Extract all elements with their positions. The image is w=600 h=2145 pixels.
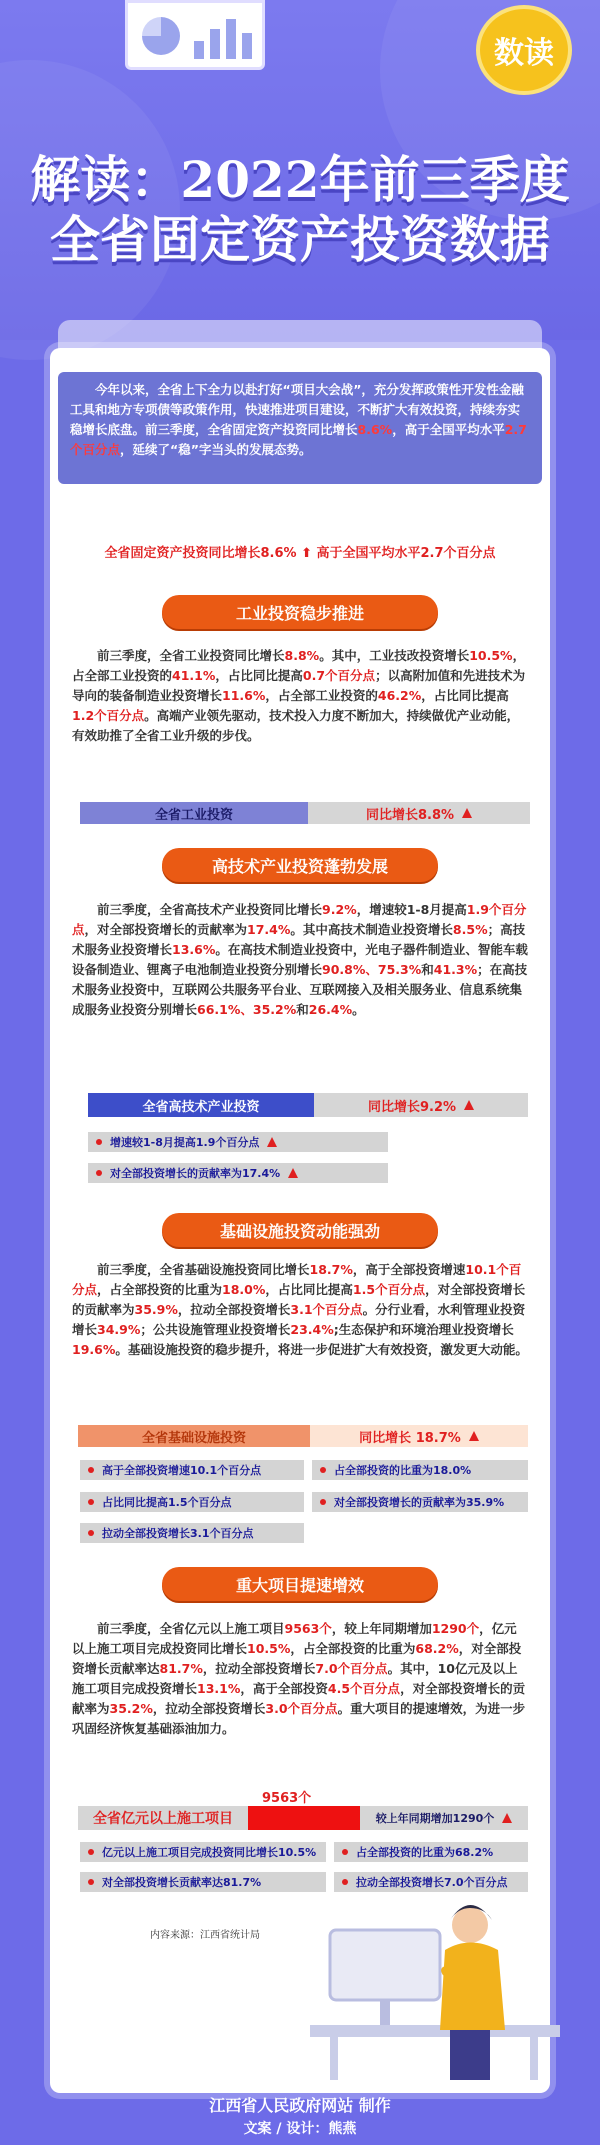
office-worker-illustration: [300, 1880, 570, 2080]
section-paragraph-industry: 前三季度，全省工业投资同比增长8.8%。其中，工业技改投资增长10.5%，占全部工业投资的41.1%，占比同比提高0.7个百分点；以高附加值和先进技术为导向的装备制造业投资增长11.6%，占全部工业投资的46.2%，占比同比提高1.2个百分点。高端产业领先驱动，技术投入力度不断加大，持续做优产业动能，有效助推了全省工业升级的步伐。: [72, 648, 526, 743]
section-title-major-projects: 重大项目提速增效: [162, 1567, 438, 1601]
hightech-stat-bar: [88, 1093, 528, 1117]
intro-value: 8.6%: [357, 422, 393, 437]
section-title-industry: 工业投资稳步推进: [162, 595, 438, 629]
footer-producer: 江西省人民政府网站 制作: [209, 2096, 391, 2115]
page-title-line2: 全省固定资产投资数据: [50, 210, 550, 269]
bullet-item: 占全部投资的比重为68.2%: [334, 1842, 528, 1862]
headline: 全省固定资产投资同比增长8.6% ⬆ 高于全国平均水平2.7个百分点: [104, 546, 496, 561]
intro-text: ，高于全国平均水平: [392, 422, 505, 437]
stat-bar-label: 全省工业投资: [80, 802, 308, 824]
bullet-item: 对全部投资增长的贡献率为35.9%: [312, 1492, 528, 1512]
page-title-line1: 解读：2022年前三季度: [30, 150, 570, 209]
section-title-infrastructure: 基础设施投资动能强劲: [162, 1213, 438, 1247]
stat-bar-value: 同比增长9.2%: [314, 1093, 528, 1117]
bullet-item: 占全部投资的比重为18.0%: [312, 1460, 528, 1480]
intro-box: [58, 372, 542, 484]
stat-bar-label: 全省亿元以上施工项目: [78, 1806, 248, 1830]
section-title-hightech: 高技术产业投资蓬勃发展: [162, 848, 438, 882]
up-arrow-icon: [267, 1137, 277, 1147]
bullet-item: 亿元以上施工项目完成投资同比增长10.5%: [80, 1842, 326, 1862]
intro-text: ，延续了“稳”字当头的发展态势。: [120, 442, 312, 457]
section-paragraph-major-projects: 前三季度，全省亿元以上施工项目9563个，较上年同期增加1290个，亿元以上施工项目完成投资同比增长10.5%，占全部投资的比重为68.2%，对全部投资增长贡献率达81.7%，拉动全部投资增长7.0个百分点。其中，10亿元及以上施工项目完成投资增长13.1%，高于全部投资4.5个百分点，对全部投资增长的贡献率为35.2%，拉动全部投资增长3.0个百分点。重大项目的提速增效，为进一步巩固经济恢复基础添油加力。: [72, 1621, 526, 1736]
bullet-item: 增速较1-8月提高1.9个百分点: [88, 1132, 388, 1152]
up-arrow-icon: [464, 1100, 474, 1110]
bar-chart-icon: [194, 17, 254, 59]
stat-bar-label: 全省基础设施投资: [78, 1425, 310, 1447]
up-arrow-icon: [502, 1813, 512, 1823]
intro-value: 2.7个百分点: [70, 422, 527, 457]
footer-credits: 文案 / 设计：熊燕: [243, 2121, 357, 2137]
infrastructure-stat-bar: [78, 1425, 528, 1447]
up-arrow-icon: [462, 808, 472, 818]
projects-stat-bar: [78, 1806, 528, 1830]
up-arrow-icon: [288, 1168, 298, 1178]
stat-bar-value: 较上年同期增加1290个: [360, 1806, 528, 1830]
bullet-item: 对全部投资增长贡献率达81.7%: [80, 1872, 326, 1892]
project-count-bar: [248, 1806, 360, 1830]
bullet-item: 对全部投资增长的贡献率为17.4%: [88, 1163, 388, 1183]
section-paragraph-infrastructure: 前三季度，全省基础设施投资同比增长18.7%，高于全部投资增速10.1个百分点，占全部投资的比重为18.0%，占比同比提高1.5个百分点，对全部投资增长的贡献率为35.9%，拉动全部投资增长3.1个百分点。分行业看，水利管理业投资增长34.9%；公共设施管理业投资增长23.4%;生态保护和环境治理业投资增长19.6%。基础设施投资的稳步提升，将进一步促进扩大有效投资，激发更大动能。: [72, 1262, 528, 1357]
content-source: 内容来源：江西省统计局: [150, 1930, 260, 1941]
pie-chart-icon: [142, 17, 180, 55]
intro-text: 今年以来，全省上下全力以赴打好“项目大会战”，充分发挥政策性开发性金融工具和地方专项债等政策作用，快速推进项目建设，不断扩大有效投资，持续夯实稳增长底盘。前三季度，全省固定资产投资同比增长: [70, 382, 524, 437]
up-arrow-icon: [469, 1431, 479, 1441]
stat-bar-label: 全省高技术产业投资: [88, 1093, 314, 1117]
shudu-badge: 数读: [476, 5, 572, 95]
stat-bar-value: 同比增长8.8%: [308, 802, 530, 824]
bullet-item: 拉动全部投资增长7.0个百分点: [334, 1872, 528, 1892]
bullet-item: 拉动全部投资增长3.1个百分点: [80, 1523, 304, 1543]
section-paragraph-hightech: 前三季度，全省高技术产业投资同比增长9.2%，增速较1-8月提高1.9个百分点，对全部投资增长的贡献率为17.4%。其中高技术制造业投资增长8.5%；高技术服务业投资增长13.6%。在高技术制造业投资中，光电子器件制造业、智能车载设备制造业、锂离子电池制造业投资分别增长90.8%、75.3%和41.3%；在高技术服务业投资中，互联网公共服务平台业、互联网接入及相关服务业、信息系统集成服务业投资分别增长66.1%、35.2%和26.4%。: [72, 902, 528, 1017]
project-count-label: 9563个: [262, 1791, 312, 1806]
stat-bar-value: 同比增长 18.7%: [310, 1425, 528, 1447]
industry-stat-bar: [80, 802, 530, 824]
chart-illustration-icon: [125, 0, 265, 70]
bullet-item: 高于全部投资增速10.1个百分点: [80, 1460, 304, 1480]
bullet-item: 占比同比提高1.5个百分点: [80, 1492, 304, 1512]
